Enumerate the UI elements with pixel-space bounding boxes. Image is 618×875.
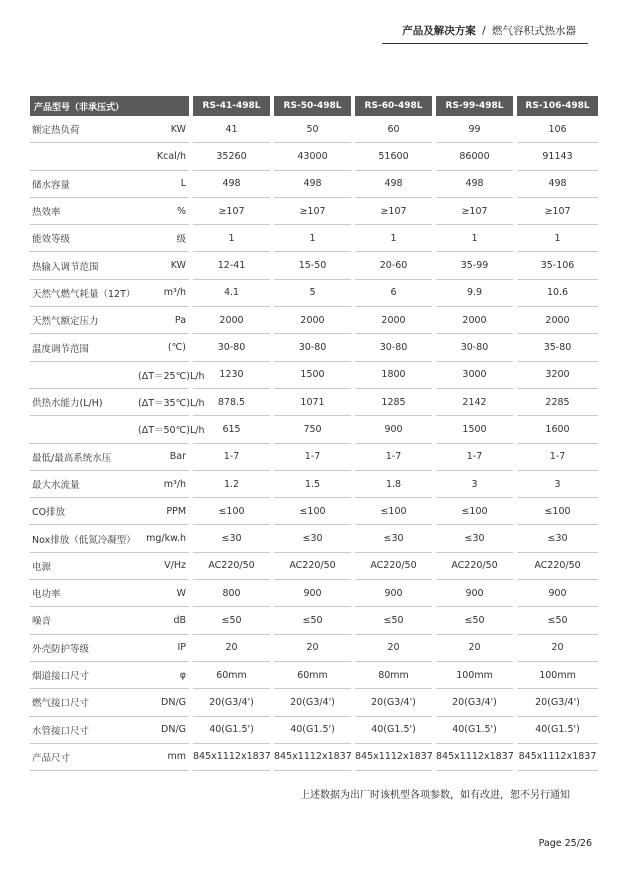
row-label: 热效率 [30, 197, 138, 224]
row-value: 40(G1.5') [191, 716, 272, 743]
row-unit: m³/h [138, 279, 191, 306]
row-label: 天然气燃气耗量（12T） [30, 279, 138, 306]
row-unit: mm [138, 743, 191, 770]
row-value: ≤50 [353, 607, 434, 634]
row-value: ≤30 [191, 525, 272, 552]
row-unit: W [138, 580, 191, 607]
table-row [30, 225, 598, 252]
row-unit: KW [138, 116, 191, 143]
row-value: 1230 [191, 361, 272, 388]
table-row [30, 334, 598, 361]
row-value: 498 [515, 170, 598, 197]
row-value: ≤100 [434, 498, 515, 525]
row-value: 15-50 [272, 252, 353, 279]
model-header: RS-41-498L [191, 96, 272, 116]
table-row [30, 525, 598, 552]
row-unit: V/Hz [138, 552, 191, 579]
row-value: 40(G1.5') [434, 716, 515, 743]
row-value: ≤100 [353, 498, 434, 525]
row-value: 2000 [515, 307, 598, 334]
row-value: AC220/50 [434, 552, 515, 579]
row-label: 产品尺寸 [30, 743, 138, 770]
row-value: 845x1112x1837 [515, 743, 598, 770]
table-row [30, 607, 598, 634]
table-row [30, 743, 598, 770]
row-value: 845x1112x1837 [191, 743, 272, 770]
row-value: 1.8 [353, 470, 434, 497]
table-body [30, 116, 598, 771]
row-value: 900 [353, 416, 434, 443]
row-value: 51600 [353, 143, 434, 170]
row-value: 2000 [353, 307, 434, 334]
row-value: 40(G1.5') [353, 716, 434, 743]
row-value: 1 [191, 225, 272, 252]
row-value: 35-106 [515, 252, 598, 279]
table-row [30, 689, 598, 716]
row-value: 1.2 [191, 470, 272, 497]
row-unit: (ΔT＝50℃)L/h [138, 416, 191, 443]
row-value: 900 [353, 580, 434, 607]
header-product: 燃气容积式热水器 [492, 25, 576, 37]
row-value: 35-80 [515, 334, 598, 361]
row-unit: (ΔT＝35℃)L/h [138, 388, 191, 415]
model-header-label: 产品型号（非承压式） [30, 96, 191, 116]
row-unit: DN/G [138, 689, 191, 716]
row-value: ≤100 [515, 498, 598, 525]
row-label: 电源 [30, 552, 138, 579]
row-unit: L [138, 170, 191, 197]
table-row [30, 388, 598, 415]
row-label: 燃气接口尺寸 [30, 689, 138, 716]
row-label: 天然气额定压力 [30, 307, 138, 334]
row-value: ≤50 [191, 607, 272, 634]
row-value: 878.5 [191, 388, 272, 415]
row-value: AC220/50 [272, 552, 353, 579]
row-value: 40(G1.5') [515, 716, 598, 743]
page-number: Page 25/26 [538, 838, 592, 849]
row-value: ≥107 [353, 197, 434, 224]
row-value: 1 [353, 225, 434, 252]
row-value: 1800 [353, 361, 434, 388]
row-value: 1600 [515, 416, 598, 443]
row-value: 40(G1.5') [272, 716, 353, 743]
row-label: 最低/最高系统水压 [30, 443, 138, 470]
row-value: ≤50 [434, 607, 515, 634]
row-label: 热输入调节范围 [30, 252, 138, 279]
table-row [30, 170, 598, 197]
table-row [30, 197, 598, 224]
row-unit: m³/h [138, 470, 191, 497]
row-value: 50 [272, 116, 353, 143]
row-value: 615 [191, 416, 272, 443]
row-unit: % [138, 197, 191, 224]
row-label: 最大水流量 [30, 470, 138, 497]
row-value: 30-80 [434, 334, 515, 361]
row-value: 20 [272, 634, 353, 661]
row-value: 86000 [434, 143, 515, 170]
row-value: 845x1112x1837 [434, 743, 515, 770]
header-category: 产品及解决方案 [402, 25, 476, 37]
row-value: 99 [434, 116, 515, 143]
row-label: 能效等级 [30, 225, 138, 252]
row-value: 1500 [272, 361, 353, 388]
row-value: 80mm [353, 661, 434, 688]
row-label [30, 361, 138, 388]
model-header: RS-60-498L [353, 96, 434, 116]
row-value: ≥107 [272, 197, 353, 224]
row-value: 43000 [272, 143, 353, 170]
row-unit: DN/G [138, 716, 191, 743]
row-value: AC220/50 [191, 552, 272, 579]
row-value: 1 [272, 225, 353, 252]
row-label: CO排放 [30, 498, 138, 525]
row-value: 6 [353, 279, 434, 306]
row-value: ≥107 [515, 197, 598, 224]
header-divider [382, 43, 588, 44]
table-row [30, 661, 598, 688]
row-value: 1500 [434, 416, 515, 443]
row-value: 9.9 [434, 279, 515, 306]
row-value: 1-7 [191, 443, 272, 470]
row-value: ≤100 [272, 498, 353, 525]
row-label: 噪音 [30, 607, 138, 634]
row-value: 3 [515, 470, 598, 497]
row-value: 2142 [434, 388, 515, 415]
table-row [30, 716, 598, 743]
model-header: RS-106-498L [515, 96, 598, 116]
row-value: ≤100 [191, 498, 272, 525]
row-label [30, 143, 138, 170]
table-row [30, 116, 598, 143]
table-row [30, 143, 598, 170]
row-value: 2000 [191, 307, 272, 334]
row-value: 4.1 [191, 279, 272, 306]
row-unit: φ [138, 661, 191, 688]
row-label: 额定热负荷 [30, 116, 138, 143]
table-row [30, 498, 598, 525]
row-value: 41 [191, 116, 272, 143]
table-row [30, 361, 598, 388]
row-value: 5 [272, 279, 353, 306]
row-value: 1285 [353, 388, 434, 415]
row-value: ≤30 [272, 525, 353, 552]
table-row [30, 416, 598, 443]
row-value: 1 [434, 225, 515, 252]
row-value: 20 [353, 634, 434, 661]
row-unit: (ΔT＝25℃)L/h [138, 361, 191, 388]
row-value: ≤50 [272, 607, 353, 634]
row-unit: mg/kw.h [138, 525, 191, 552]
table-row [30, 470, 598, 497]
row-value: ≤30 [434, 525, 515, 552]
row-value: 91143 [515, 143, 598, 170]
row-value: 60mm [191, 661, 272, 688]
row-unit: PPM [138, 498, 191, 525]
row-value: 106 [515, 116, 598, 143]
row-value: 20(G3/4') [515, 689, 598, 716]
row-value: 498 [434, 170, 515, 197]
table-row [30, 443, 598, 470]
row-value: ≤30 [515, 525, 598, 552]
table-header-row [30, 96, 598, 116]
row-value: 30-80 [353, 334, 434, 361]
table-row [30, 279, 598, 306]
row-value: 12-41 [191, 252, 272, 279]
row-unit: Bar [138, 443, 191, 470]
row-unit: dB [138, 607, 191, 634]
row-value: 900 [272, 580, 353, 607]
row-value: 60 [353, 116, 434, 143]
row-unit: Pa [138, 307, 191, 334]
model-header: RS-99-498L [434, 96, 515, 116]
row-value: 2000 [434, 307, 515, 334]
row-unit: KW [138, 252, 191, 279]
row-value: 1-7 [515, 443, 598, 470]
row-value: 35260 [191, 143, 272, 170]
row-value: 498 [272, 170, 353, 197]
row-value: 845x1112x1837 [353, 743, 434, 770]
row-value: ≤30 [353, 525, 434, 552]
table-row [30, 552, 598, 579]
row-label: 供热水能力(L/H) [30, 388, 138, 415]
footnote: 上述数据为出厂时该机型各项参数，如有改进，恕不另行通知 [300, 790, 570, 801]
row-value: 10.6 [515, 279, 598, 306]
row-value: 900 [515, 580, 598, 607]
row-value: 900 [434, 580, 515, 607]
row-label: Nox排放（低氮冷凝型） [30, 525, 138, 552]
table-row [30, 580, 598, 607]
row-label [30, 416, 138, 443]
model-header: RS-50-498L [272, 96, 353, 116]
row-value: 1-7 [434, 443, 515, 470]
row-value: 3200 [515, 361, 598, 388]
table-row [30, 634, 598, 661]
row-value: 2000 [272, 307, 353, 334]
row-value: 20(G3/4') [434, 689, 515, 716]
row-value: AC220/50 [515, 552, 598, 579]
row-label: 外壳防护等级 [30, 634, 138, 661]
row-value: 100mm [515, 661, 598, 688]
row-label: 电功率 [30, 580, 138, 607]
row-label: 水管接口尺寸 [30, 716, 138, 743]
row-value: ≥107 [191, 197, 272, 224]
row-value: 3 [434, 470, 515, 497]
table-row [30, 307, 598, 334]
page-header [382, 23, 576, 41]
row-value: 60mm [272, 661, 353, 688]
header-separator: / [482, 25, 486, 37]
row-label: 储水容量 [30, 170, 138, 197]
row-unit: IP [138, 634, 191, 661]
row-value: 1-7 [272, 443, 353, 470]
spec-table [30, 96, 598, 771]
row-value: 100mm [434, 661, 515, 688]
row-value: 30-80 [191, 334, 272, 361]
row-value: 800 [191, 580, 272, 607]
row-value: 20 [191, 634, 272, 661]
row-value: 20-60 [353, 252, 434, 279]
row-value: 20(G3/4') [272, 689, 353, 716]
row-value: 20 [515, 634, 598, 661]
row-value: 2285 [515, 388, 598, 415]
row-value: 1071 [272, 388, 353, 415]
table-row [30, 252, 598, 279]
row-value: 35-99 [434, 252, 515, 279]
row-value: 30-80 [272, 334, 353, 361]
row-value: 1.5 [272, 470, 353, 497]
row-value: 498 [191, 170, 272, 197]
row-value: 845x1112x1837 [272, 743, 353, 770]
row-value: 498 [353, 170, 434, 197]
row-unit: 级 [138, 225, 191, 252]
row-unit: (℃) [138, 334, 191, 361]
row-value: 750 [272, 416, 353, 443]
row-label: 烟道接口尺寸 [30, 661, 138, 688]
row-value: 20(G3/4') [191, 689, 272, 716]
row-value: ≥107 [434, 197, 515, 224]
row-value: 20(G3/4') [353, 689, 434, 716]
row-unit: Kcal/h [138, 143, 191, 170]
row-label: 温度调节范围 [30, 334, 138, 361]
row-value: 20 [434, 634, 515, 661]
row-value: 1 [515, 225, 598, 252]
row-value: AC220/50 [353, 552, 434, 579]
row-value: 1-7 [353, 443, 434, 470]
row-value: ≤50 [515, 607, 598, 634]
row-value: 3000 [434, 361, 515, 388]
